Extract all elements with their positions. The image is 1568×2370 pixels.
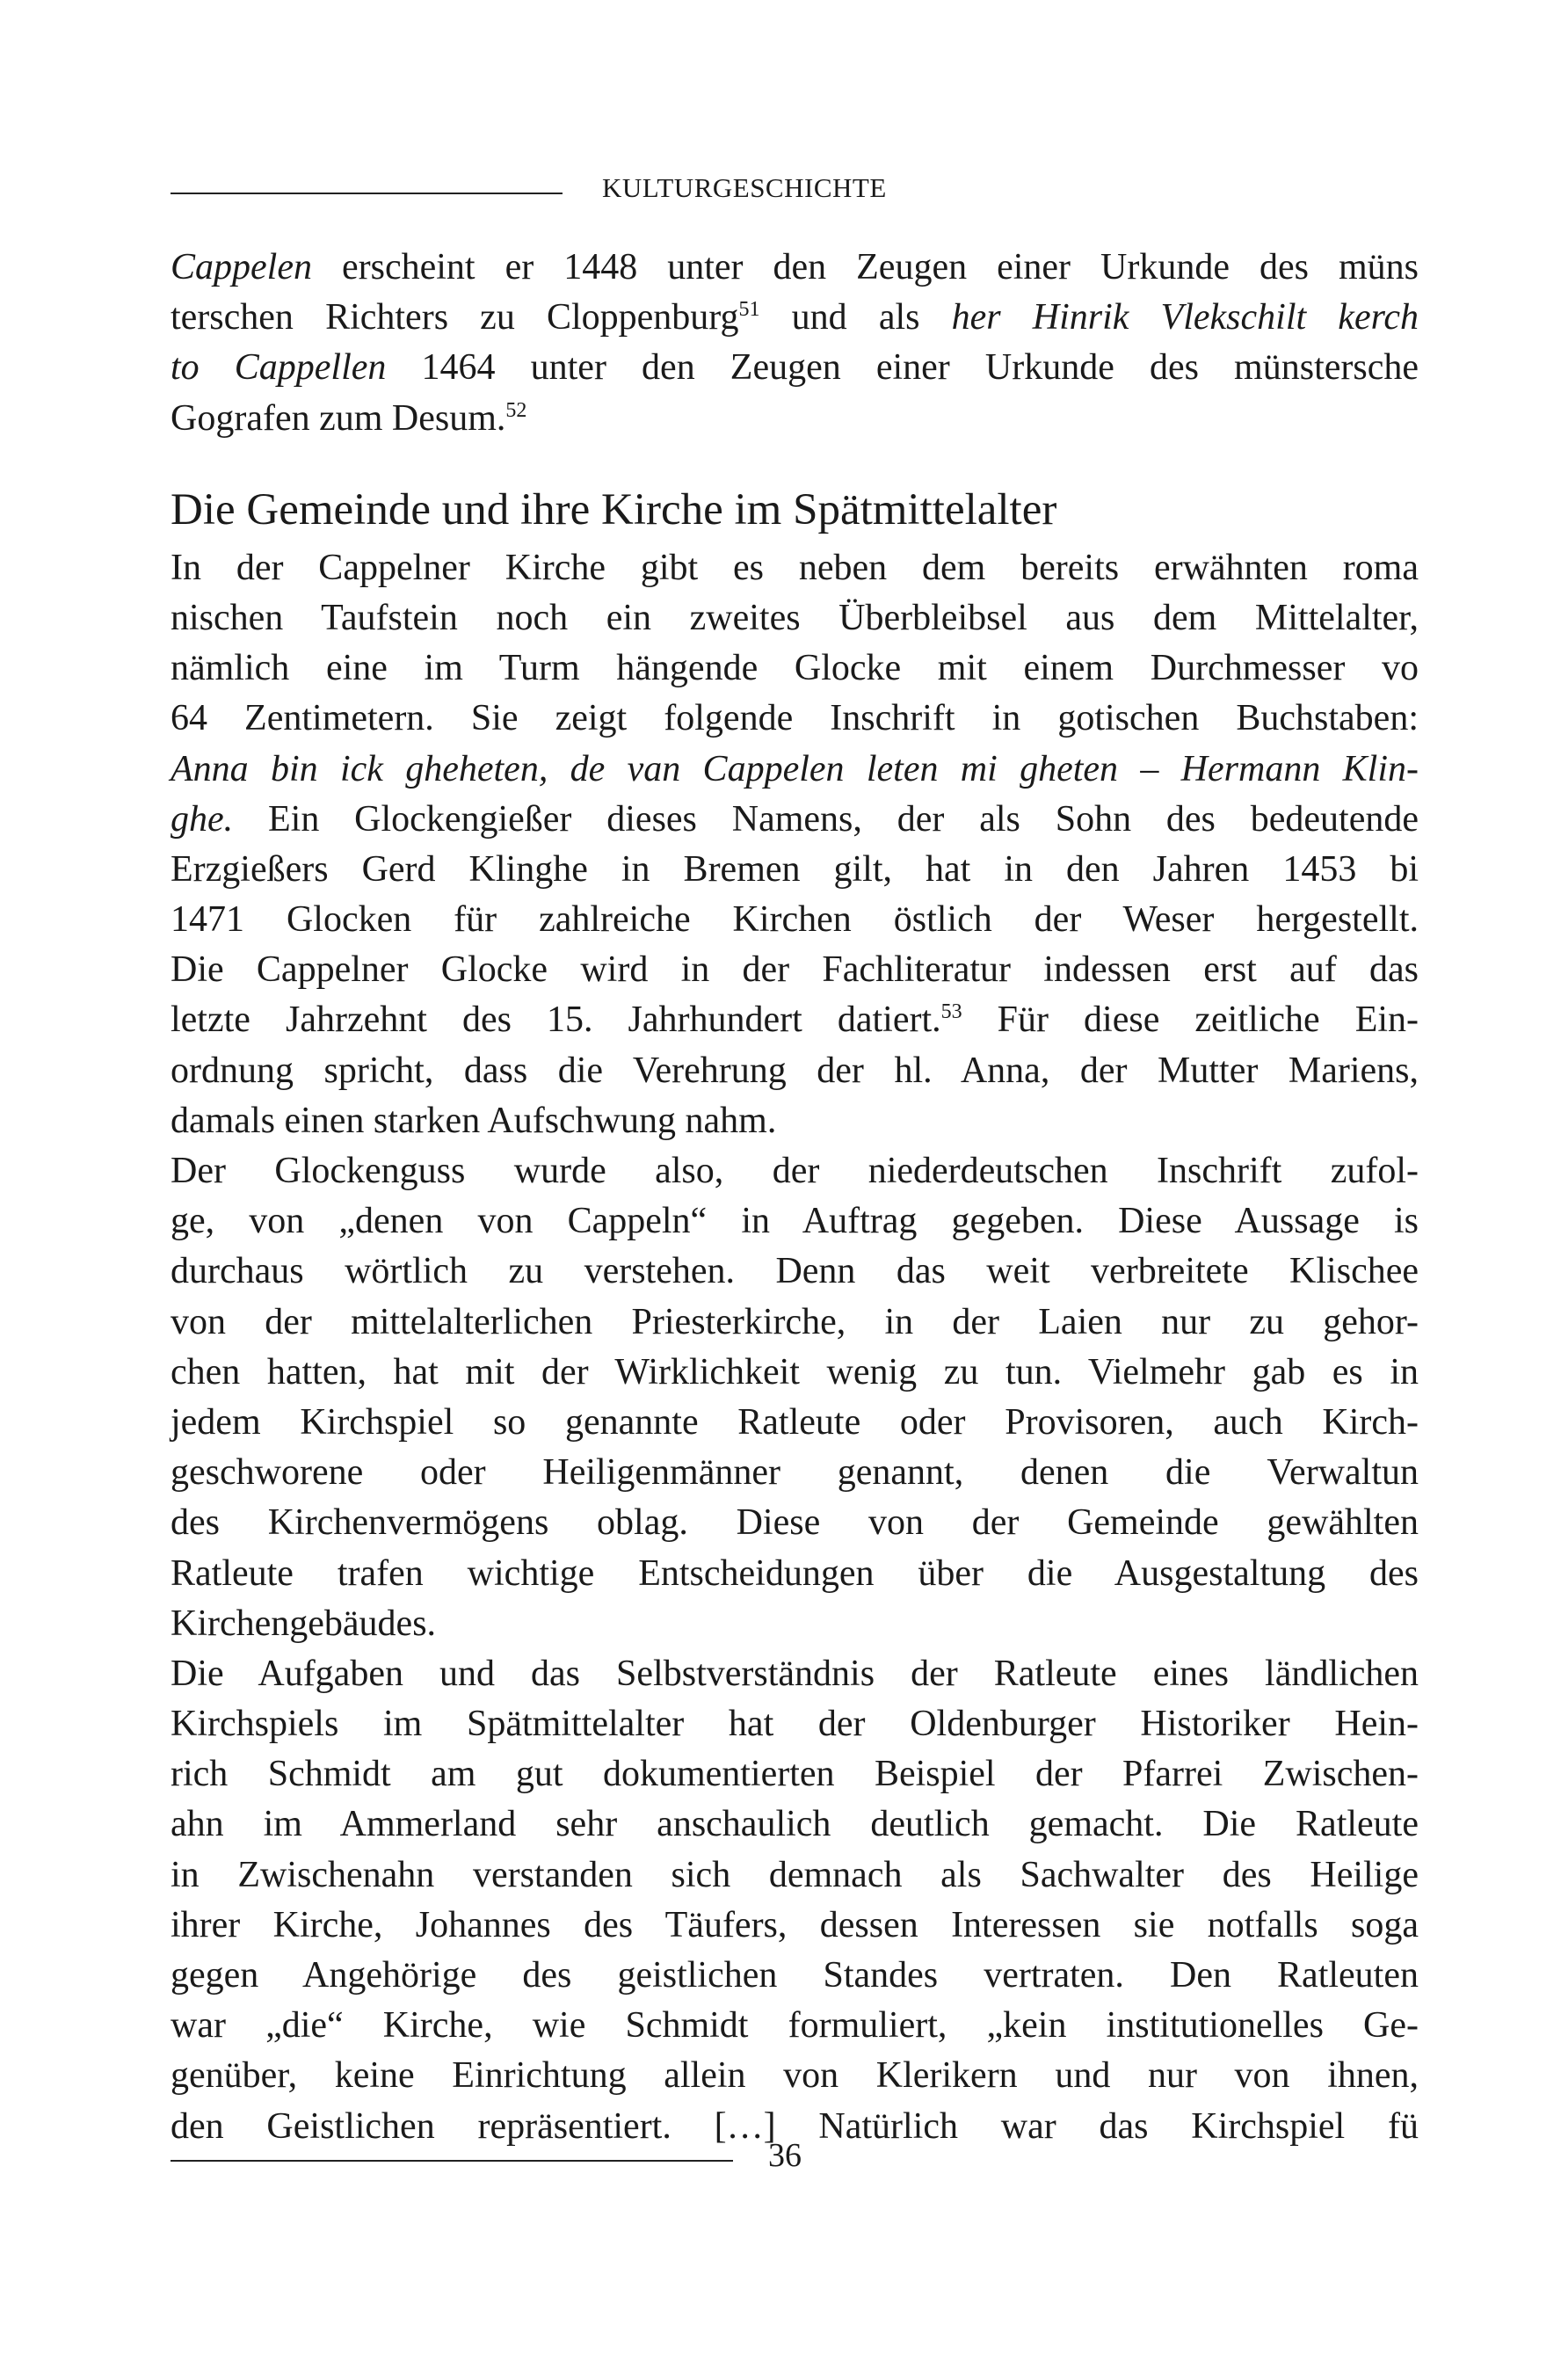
running-header [171,172,988,211]
text-line: damals einen starken Aufschwung nahm. [171,1100,777,1141]
footnote-ref: 51 [738,298,760,322]
text-line [171,745,1419,795]
text-line: 1471 Glocken für zahlreiche Kirchen östlich der Weser hergestellt. [171,899,1419,941]
bell-inscription: Anna bin ick gheheten, de van Cappelen leten mi gheten – Hermann Klin- [171,748,1419,789]
text-line: nämlich eine im Turm hängende Glocke mit einem Durchmesser vo [171,648,1419,689]
text-line: Die Aufgaben und das Selbstverständnis der Ratleute eines ländlichen [171,1653,1419,1694]
text-line: rich Schmidt am gut dokumentierten Beispiel der Pfarrei Zwischen- [171,1754,1419,1795]
section-heading: Die Gemeinde und ihre Kirche im Spätmittelalter [171,484,1057,534]
text-line: letzte Jahrzehnt des 15. Jahrhundert datiert.$^{53}$ Für diese zeitliche Ein- [171,1000,1419,1041]
text-line: durchaus wörtlich zu verstehen. Denn das weit verbreitete Klischee [171,1251,1419,1292]
italic-place-name: Cappelen [171,247,312,287]
page-number: 36 [768,2137,802,2174]
italic-quote: her Hinrik Vlekschilt kerch [951,297,1419,338]
text-line: in Zwischenahn verstanden sich demnach als Sachwalter des Heilige [171,1854,1419,1895]
header-rule [171,193,563,194]
text-line: Ratleute trafen wichtige Entscheidungen über die Ausgestaltung des [171,1552,1419,1594]
footer-rule [171,2160,733,2162]
text-line: des Kirchenvermögens oblag. Diese von der Gemeinde gewählten [171,1502,1419,1544]
footnote-ref: 53 [940,1000,962,1024]
text-line: chen hatten, hat mit der Wirklichkeit wenig zu tun. Vielmehr gab es in [171,1351,1419,1392]
text-line: terschen Richters zu Cloppenburg$^{51}$ und als her Hinrik Vlekschilt kerch [171,297,1419,338]
page-footer [171,2136,838,2180]
text-line: Cappelen erscheint er 1448 unter den Zeugen einer Urkunde des müns [171,247,1419,287]
page-body [171,243,1419,2152]
text-line: von der mittelalterlichen Priesterkirche, in der Laien nur zu gehor- [171,1301,1419,1342]
text-line: ihrer Kirche, Johannes des Täufers, dessen Interessen sie notfalls soga [171,1904,1419,1945]
footnote-ref: 52 [505,398,527,422]
text-line: den Geistlichen repräsentiert. […] Natürlich war das Kirchspiel fü [171,2105,1419,2147]
text-line: Gografen zum Desum.$^{52}$ [171,397,527,439]
text-line: Erzgießers Gerd Klinghe in Bremen gilt, hat in den Jahren 1453 bi [171,848,1419,890]
italic-quote: to Cappellen [171,347,387,389]
text-line: Kirchengebäudes. [171,1603,437,1644]
text-line: Der Glockenguss wurde also, der niederdeutschen Inschrift zufol- [171,1151,1419,1191]
text-line: nischen Taufstein noch ein zweites Überbleibsel aus dem Mittelalter, [171,597,1419,638]
text-line: gegen Angehörige des geistlichen Standes vertraten. Den Ratleuten [171,1955,1419,1996]
text-line: geschworene oder Heiligenmänner genannt, denen die Verwaltun [171,1452,1419,1494]
text-line: war „die“ Kirche, wie Schmidt formuliert, „kein institutionelles Ge- [171,2005,1419,2046]
running-title: KULTURGESCHICHTE [602,172,887,203]
text-line: to Cappellen 1464 unter den Zeugen einer Urkunde des münstersche [171,347,1419,389]
bell-inscription-end: ghe. [171,798,234,840]
text-line: ahn im Ammerland sehr anschaulich deutlich gemacht. Die Ratleute [171,1804,1419,1845]
text-line: ordnung spricht, dass die Verehrung der hl. Anna, der Mutter Mariens, [171,1050,1419,1091]
text-line: 64 Zentimetern. Sie zeigt folgende Inschrift in gotischen Buchstaben: [171,698,1419,739]
text-line: Kirchspiels im Spätmittelalter hat der Oldenburger Historiker Hein- [171,1704,1419,1745]
text-line: In der Cappelner Kirche gibt es neben dem bereits erwähnten roma [171,547,1419,588]
text-line: Die Cappelner Glocke wird in der Fachliteratur indessen erst auf das [171,949,1419,991]
text-line: genüber, keine Einrichtung allein von Klerikern und nur von ihnen, [171,2055,1419,2097]
text-line: ghe. Ein Glockengießer dieses Namens, der als Sohn des bedeutende [171,798,1419,840]
text-line: jedem Kirchspiel so genannte Ratleute oder Provisoren, auch Kirch- [171,1401,1419,1443]
text-line: ge, von „denen von Cappeln“ in Auftrag gegeben. Diese Aussage is [171,1201,1419,1242]
